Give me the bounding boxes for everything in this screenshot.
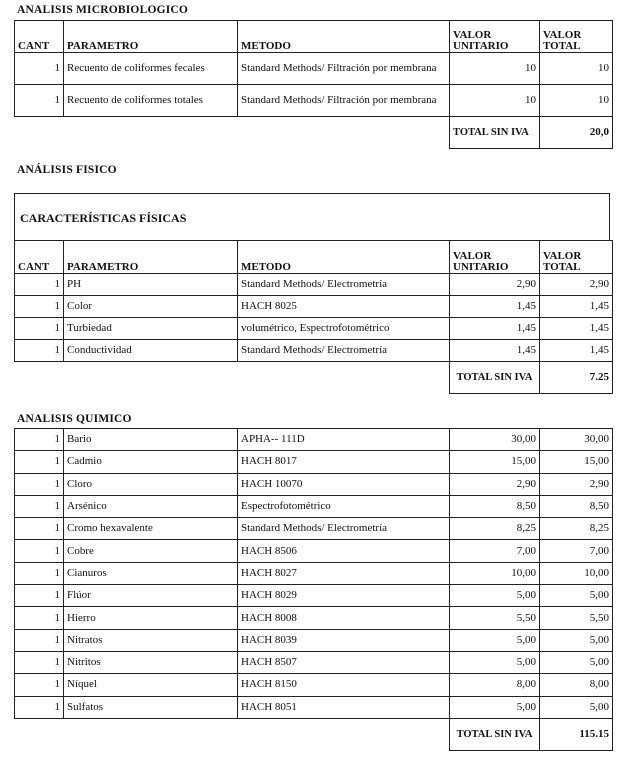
table-row: [15, 473, 613, 495]
cell-cant: 1: [15, 85, 64, 117]
cell-unitario: 5,00: [450, 651, 540, 673]
cell-unitario: 2,90: [450, 274, 540, 296]
cell-cant: 1: [15, 585, 64, 607]
cell-metodo: HACH 8027: [238, 562, 450, 584]
cell-parametro: Sulfatos: [64, 696, 238, 718]
quimico-total-label: TOTAL SIN IVA: [450, 718, 540, 750]
cell-unitario: 10: [450, 53, 540, 85]
cell-total: 8,50: [540, 495, 613, 517]
table-row: [15, 540, 613, 562]
cell-unitario: 5,00: [450, 629, 540, 651]
cell-unitario: 10,00: [450, 562, 540, 584]
cell-parametro: Flúor: [64, 585, 238, 607]
cell-total: 2,90: [540, 473, 613, 495]
cell-metodo: Standard Methods/ Electrometría: [238, 274, 450, 296]
cell-parametro: Cloro: [64, 473, 238, 495]
cell-cant: 1: [15, 651, 64, 673]
fisico-total-value: 7.25: [540, 362, 613, 394]
cell-unitario: 2,90: [450, 473, 540, 495]
table-row: [15, 651, 613, 673]
cell-parametro: Hierro: [64, 607, 238, 629]
fisico-section-title: ANÁLISIS FISICO: [17, 164, 117, 176]
table-row: [15, 674, 613, 696]
cell-cant: 1: [15, 473, 64, 495]
cell-parametro: Conductividad: [64, 340, 238, 362]
cell-total: 1,45: [540, 340, 613, 362]
cell-cant: 1: [15, 674, 64, 696]
cell-metodo: HACH 10070: [238, 473, 450, 495]
cell-metodo: Standard Methods/ Filtración por membrana: [238, 85, 450, 117]
micro-total-label: TOTAL SIN IVA: [450, 117, 540, 149]
quimico-total-value: 115.15: [540, 718, 613, 750]
table-row: [15, 562, 613, 584]
fisico-table: [14, 240, 613, 394]
cell-metodo: APHA-- 111D: [238, 429, 450, 451]
table-row: [15, 296, 613, 318]
micro-header-cant: CANT: [15, 21, 64, 53]
micro-table: [14, 20, 613, 149]
cell-total: 15,00: [540, 451, 613, 473]
fisico-header-valor-total: VALOR TOTAL: [540, 241, 613, 274]
cell-metodo: HACH 8008: [238, 607, 450, 629]
cell-total: 1,45: [540, 318, 613, 340]
cell-cant: 1: [15, 562, 64, 584]
cell-total: 5,00: [540, 629, 613, 651]
cell-parametro: PH: [64, 274, 238, 296]
fisico-header-parametro: PARAMETRO: [64, 241, 238, 274]
cell-metodo: HACH 8017: [238, 451, 450, 473]
cell-cant: 1: [15, 274, 64, 296]
table-row: [15, 518, 613, 540]
table-row: [15, 429, 613, 451]
cell-total: 7,00: [540, 540, 613, 562]
cell-metodo: Standard Methods/ Electrometría: [238, 518, 450, 540]
cell-metodo: HACH 8506: [238, 540, 450, 562]
cell-total: 10: [540, 85, 613, 117]
cell-cant: 1: [15, 696, 64, 718]
table-row: [15, 274, 613, 296]
cell-unitario: 10: [450, 85, 540, 117]
cell-unitario: 1,45: [450, 318, 540, 340]
cell-metodo: Standard Methods/ Electrometría: [238, 340, 450, 362]
cell-total: 10,00: [540, 562, 613, 584]
cell-parametro: Bario: [64, 429, 238, 451]
cell-cant: 1: [15, 429, 64, 451]
cell-parametro: Cromo hexavalente: [64, 518, 238, 540]
cell-unitario: 30,00: [450, 429, 540, 451]
micro-header-metodo: METODO: [238, 21, 450, 53]
cell-cant: 1: [15, 629, 64, 651]
cell-metodo: HACH 8507: [238, 651, 450, 673]
cell-unitario: 8,50: [450, 495, 540, 517]
cell-parametro: Cianuros: [64, 562, 238, 584]
micro-header-valor-total: VALOR TOTAL: [540, 21, 613, 53]
fisico-header-cant: CANT: [15, 241, 64, 274]
cell-parametro: Turbiedad: [64, 318, 238, 340]
cell-unitario: 5,00: [450, 696, 540, 718]
cell-total: 10: [540, 53, 613, 85]
cell-parametro: Arsénico: [64, 495, 238, 517]
quimico-section-title: ANALISIS QUIMICO: [17, 413, 132, 425]
cell-cant: 1: [15, 340, 64, 362]
cell-parametro: Nitritos: [64, 651, 238, 673]
quimico-table: [14, 428, 613, 751]
cell-total: 1,45: [540, 296, 613, 318]
cell-metodo: volumétrico, Espectrofotométrico: [238, 318, 450, 340]
cell-total: 8,00: [540, 674, 613, 696]
cell-cant: 1: [15, 495, 64, 517]
cell-unitario: 8,00: [450, 674, 540, 696]
fisico-header-valor-unitario: VALOR UNITARIO: [450, 241, 540, 274]
cell-unitario: 8,25: [450, 518, 540, 540]
cell-total: 5,00: [540, 696, 613, 718]
cell-unitario: 15,00: [450, 451, 540, 473]
cell-unitario: 5,50: [450, 607, 540, 629]
cell-total: 5,00: [540, 651, 613, 673]
micro-total-value: 20,0: [540, 117, 613, 149]
cell-metodo: HACH 8025: [238, 296, 450, 318]
cell-unitario: 1,45: [450, 340, 540, 362]
cell-metodo: HACH 8029: [238, 585, 450, 607]
cell-total: 5,50: [540, 607, 613, 629]
cell-cant: 1: [15, 296, 64, 318]
cell-cant: 1: [15, 451, 64, 473]
cell-parametro: Cobre: [64, 540, 238, 562]
cell-total: 5,00: [540, 585, 613, 607]
table-row: [15, 696, 613, 718]
cell-parametro: Color: [64, 296, 238, 318]
cell-unitario: 5,00: [450, 585, 540, 607]
fisico-subtitle: CARACTERÍSTICAS FÍSICAS: [20, 211, 187, 225]
table-row: [15, 318, 613, 340]
table-row: [15, 340, 613, 362]
cell-cant: 1: [15, 540, 64, 562]
table-row: [15, 629, 613, 651]
cell-metodo: HACH 8150: [238, 674, 450, 696]
cell-total: 8,25: [540, 518, 613, 540]
cell-total: 2,90: [540, 274, 613, 296]
cell-cant: 1: [15, 318, 64, 340]
cell-cant: 1: [15, 518, 64, 540]
micro-header-valor-unitario: VALOR UNITARIO: [450, 21, 540, 53]
table-row: [15, 585, 613, 607]
cell-total: 30,00: [540, 429, 613, 451]
table-row: [15, 607, 613, 629]
cell-parametro: Recuento de coliformes fecales: [64, 53, 238, 85]
cell-parametro: Cadmio: [64, 451, 238, 473]
cell-unitario: 7,00: [450, 540, 540, 562]
cell-metodo: Espectrofotométrico: [238, 495, 450, 517]
cell-metodo: HACH 8039: [238, 629, 450, 651]
cell-cant: 1: [15, 607, 64, 629]
table-row: [15, 451, 613, 473]
cell-cant: 1: [15, 53, 64, 85]
micro-section-title: ANALISIS MICROBIOLOGICO: [17, 4, 189, 16]
table-row: [15, 495, 613, 517]
fisico-header-metodo: METODO: [238, 241, 450, 274]
cell-unitario: 1,45: [450, 296, 540, 318]
cell-parametro: Recuento de coliformes totales: [64, 85, 238, 117]
cell-metodo: HACH 8051: [238, 696, 450, 718]
cell-parametro: Níquel: [64, 674, 238, 696]
table-row: [15, 53, 613, 85]
micro-header-parametro: PARAMETRO: [64, 21, 238, 53]
cell-metodo: Standard Methods/ Filtración por membrana: [238, 53, 450, 85]
fisico-subtitle-box: [14, 193, 610, 240]
table-row: [15, 85, 613, 117]
fisico-total-label: TOTAL SIN IVA: [450, 362, 540, 394]
cell-parametro: Nitratos: [64, 629, 238, 651]
